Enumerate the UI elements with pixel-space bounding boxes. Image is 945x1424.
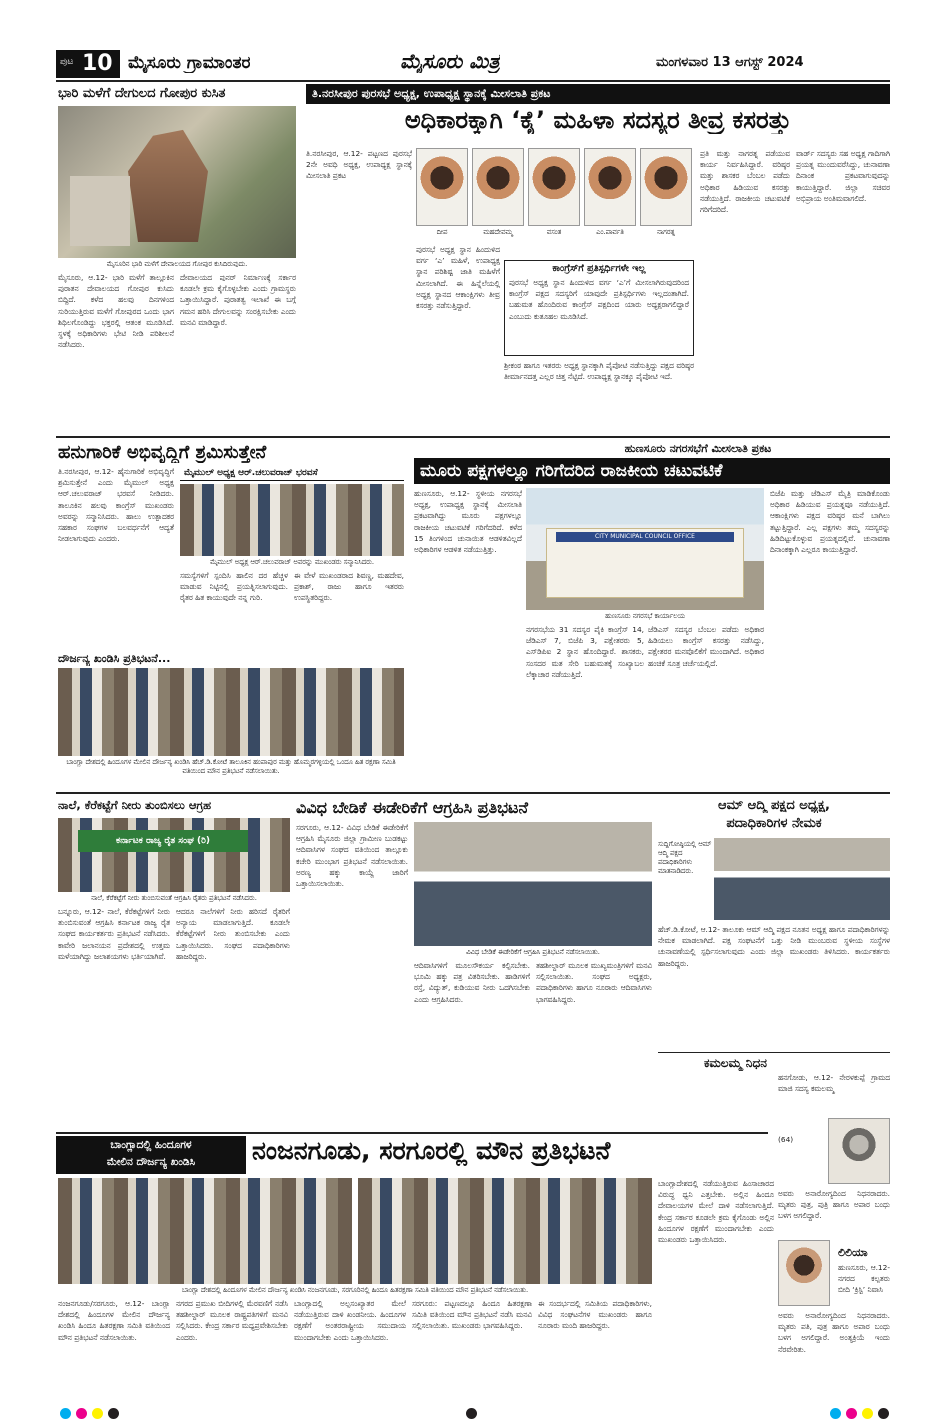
lead-body-start: ತಿ.ನರಸೀಪುರ, ಆ.12- ಪಟ್ಟಣದ ಪುರಸಭೆ 2ನೇ ಅವಧಿ ಅಧ್ಯಕ್ಷ, ಉಪಾಧ್ಯಕ್ಷ ಸ್ಥಾನಕ್ಕೆ ಮೀಸಲಾತಿ ಪ್ರಕಟ bbox=[306, 149, 412, 181]
obit2-body-start: ಹುಣಸೂರು, ಆ.12- ನಗರದ ಕಲ್ಪತರು ಬೀದಿ ‘ಕ್ರಿಸ್ಟಿ’ ನಿವಾಸಿ bbox=[838, 1263, 890, 1295]
aap-side-caption: ಸುದ್ದಿಗೋಷ್ಠಿಯಲ್ಲಿ ಆಮ್ ಆದ್ಮಿ ಪಕ್ಷದ ಪದಾಧಿಕಾರಿಗಳು ಮಾತನಾಡಿದರು. bbox=[658, 840, 712, 875]
demands-body-col2: ಆದಿವಾಸಿಗಳಿಗೆ ಮೂಲಸೌಕರ್ಯ ಕಲ್ಪಿಸಬೇಕು. ಭೂಮಿ ಹಕ್ಕು ಪತ್ರ ವಿತರಿಸಬೇಕು. ಹಾಡಿಗಳಿಗೆ ರಸ್ತೆ, ವಿದ್ಯುತ್, ಕುಡಿಯುವ ನೀರು ಒದಗಿಸಬೇಕು ಎಂದು ಆಗ್ರಹಿಸಿದರು. bbox=[414, 961, 530, 1004]
header-rule bbox=[56, 80, 890, 82]
page-label: ಪುಟ bbox=[60, 57, 74, 67]
silent-photo-2 bbox=[358, 1178, 652, 1284]
horti-photo bbox=[180, 484, 404, 556]
print-footer bbox=[0, 1406, 945, 1424]
reg-mark-black bbox=[108, 1408, 119, 1419]
demands-caption: ವಿವಿಧ ಬೇಡಿಕೆ ಈಡೇರಿಕೆಗೆ ಆಗ್ರಹಿಸಿ ಪ್ರತಿಭಟನೆ ನಡೆಸಲಾಯಿತು. bbox=[466, 948, 600, 956]
reg-mark-yellow bbox=[92, 1408, 103, 1419]
silent-kicker-1: ಬಾಂಗ್ಲಾದಲ್ಲಿ ಹಿಂದೂಗಳ bbox=[110, 1139, 192, 1151]
hunsur-kicker: ಹುಣಸೂರು ನಗರಸಭೆಗೆ ಮೀಸಲಾತಿ ಪ್ರಕಟ bbox=[624, 442, 772, 455]
lead-body-col1 bbox=[306, 148, 412, 430]
masthead: ಮೈಸೂರು ಮಿತ್ರ bbox=[400, 49, 500, 73]
horti-body-col3: ಈ ವೇಳೆ ಮುಖಂಡರಾದ ಶಿವಣ್ಣ, ಮಹದೇವ, ಪ್ರಕಾಶ್, ರಾಜು ಹಾಗೂ ಇತರರು ಉಪಸ್ಥಿತರಿದ್ದರು. bbox=[294, 571, 404, 603]
canal-body-col2: ಆದರೂ ನಾಲೆಗಳಿಗೆ ನೀರು ಹರಿಸದೆ ರೈತರಿಗೆ ಅನ್ಯಾಯ ಮಾಡಲಾಗುತ್ತಿದೆ. ಕೂಡಲೇ ಕೆರೆಕಟ್ಟೆಗಳಿಗೆ ನೀರು ತುಂಬಿಸಬೇಕು ಎಂದು ಒತ್ತಾಯಿಸಿದರು. ಸಂಘದ ಪದಾಧಿಕಾರಿಗಳು ಹಾಜರಿದ್ದರು. bbox=[176, 907, 290, 961]
protest-hd-photo bbox=[58, 668, 404, 756]
portrait-2 bbox=[472, 148, 524, 226]
hunsur-body-col3: ಜೆಡಿಎಸ್ ಸದಸ್ಯರ ಬೆಂಬಲ ಪಡೆದು ಅಧಿಕಾರ ಹಿಡಿಯಲು ಕಾಂಗ್ರೆಸ್ ಕಸರತ್ತು ನಡೆಸಿದ್ದು, ಪಕ್ಷೇತರರ ಮನವೊಲಿಕೆಗೆ ಮುಂದಾಗಿದೆ. ಅಧಿಕಾರ ಹಂಚಿಕೆ ಸೂತ್ರ ಚರ್ಚೆಯಲ್ಲಿದೆ. bbox=[648, 625, 764, 668]
horti-body-col1: ತಿ.ನರಸೀಪುರ, ಆ.12- ಹೈನುಗಾರಿಕೆ ಅಭಿವೃದ್ಧಿಗೆ ಶ್ರಮಿಸುತ್ತೇನೆ ಎಂದು ಮೈಮುಲ್ ಅಧ್ಯಕ್ಷ ಆರ್.ಚಲುವರಾಜ್ ಭರವಸೆ ನೀಡಿದರು. ತಾಲೂಕಿನ ಹಲವು ಕಾಂಗ್ರೆಸ್ ಮುಖಂಡರು ಅವರನ್ನು ಸನ್ಮಾನಿಸಿದರು. ಹಾಲು ಉತ್ಪಾದಕರ ಸಹಕಾರ ಸಂಘಗಳ ಬಲವರ್ಧನೆಗೆ ಆದ್ಯತೆ ನೀಡಲಾಗುವುದು ಎಂದರು. bbox=[58, 467, 174, 544]
silent-headline: ನಂಜನಗೂಡು, ಸರಗೂರಲ್ಲಿ ಮೌನ ಪ್ರತಿಭಟನೆ bbox=[252, 1136, 611, 1165]
section-title: ಮೈಸೂರು ಗ್ರಾಮಾಂತರ bbox=[128, 53, 251, 73]
hunsur-caption: ಹುಣಸೂರು ನಗರಸಭೆ ಕಾರ್ಯಾಲಯ bbox=[605, 612, 685, 620]
obit2-body: ಅವರು ಅನಾರೋಗ್ಯದಿಂದ ನಿಧನರಾದರು. ಮೃತರು ಪತಿ, ಪುತ್ರ ಹಾಗೂ ಅಪಾರ ಬಂಧು ಬಳಗ ಅಗಲಿದ್ದಾರೆ. ಅಂತ್ಯಕ್ರಿಯೆ ಇಂದು ನೆರವೇರಿತು. bbox=[778, 1311, 890, 1354]
page-number-box bbox=[56, 50, 120, 78]
lead-kicker: ತಿ.ನರಸೀಪುರ ಪುರಸಭೆ ಅಧ್ಯಕ್ಷ, ಉಪಾಧ್ಯಕ್ಷ ಸ್ಥಾನಕ್ಕೆ ಮೀಸಲಾತಿ ಪ್ರಕಟ bbox=[306, 84, 890, 104]
reg-mark-right-magenta bbox=[846, 1408, 857, 1419]
portrait-4 bbox=[584, 148, 636, 226]
reg-mark-cyan bbox=[60, 1408, 71, 1419]
protest-hd-headline: ದೌರ್ಜನ್ಯ ಖಂಡಿಸಿ ಪ್ರತಿಭಟನೆ... bbox=[58, 652, 171, 665]
silent-body-col4: ಸರಗೂರು: ಪಟ್ಟಣದಲ್ಲೂ ಹಿಂದೂ ಹಿತರಕ್ಷಣಾ ಸಮಿತಿ ವತಿಯಿಂದ ಮೌನ ಪ್ರತಿಭಟನೆ ನಡೆಸಿ ಮನವಿ ಸಲ್ಲಿಸಲಾಯಿತು. ಮುಖಂಡರು ಭಾಗವಹಿಸಿದ್ದರು. bbox=[412, 1299, 532, 1331]
obit2-photo bbox=[778, 1240, 830, 1306]
lead-body-col5: ವಾರ್ಡ್ ಸದಸ್ಯರು ಸಹ ಅಧ್ಯಕ್ಷ ಗಾದಿಗಾಗಿ ಪ್ರಯತ್ನ ಮುಂದುವರೆಸಿದ್ದು, ಚುನಾವಣಾ ದಿನಾಂಕ ಪ್ರಕಟವಾಗುವುದನ್ನು ಕಾಯುತ್ತಿದ್ದಾರೆ. ಜಿಲ್ಲಾ ಸಚಿವರ ಅಭಿಪ್ರಾಯ ಅಂತಿಮವಾಗಲಿದೆ. bbox=[796, 149, 890, 203]
silent-caption: ಬಾಂಗ್ಲಾ ದೇಶದಲ್ಲಿ ಹಿಂದೂಗಳ ಮೇಲಿನ ದೌರ್ಜನ್ಯ ಖಂಡಿಸಿ ನಂಜನಗೂಡು, ಸರಗೂರಿನಲ್ಲಿ ಹಿಂದೂ ಹಿತರಕ್ಷಣಾ ಸಮಿತಿ ವತಿಯಿಂದ ಮೌನ ಪ್ರತಿಭಟನೆ ನಡೆಸಲಾಯಿತು. bbox=[181, 1286, 529, 1294]
demands-body-col1: ಸರಗೂರು, ಆ.12- ವಿವಿಧ ಬೇಡಿಕೆ ಈಡೇರಿಕೆಗೆ ಆಗ್ರಹಿಸಿ ಮೈಸೂರು ಜಿಲ್ಲಾ ಗ್ರಾಮೀಣ ಬುಡಕಟ್ಟು ಆದಿವಾಸಿಗಳ ಸಂಘದ ವತಿಯಿಂದ ತಾಲ್ಲೂಕು ಕಚೇರಿ ಮುಂಭಾಗ ಪ್ರತಿಭಟನೆ ನಡೆಸಲಾಯಿತು. ಅರಣ್ಯ ಹಕ್ಕು ಕಾಯ್ದೆ ಜಾರಿಗೆ ಒತ್ತಾಯಿಸಲಾಯಿತು. bbox=[296, 823, 408, 889]
obit1-body-start: ಹನಗೋಡು, ಆ.12- ನೇರಳಕುಪ್ಪೆ ಗ್ರಾಮದ ಮಾಜಿ ಸದಸ್ಯ ಕಮಲಮ್ಮ bbox=[778, 1073, 890, 1094]
hunsur-body-col4: ಬಿಜೆಪಿ ಮತ್ತು ಜೆಡಿಎಸ್ ಮೈತ್ರಿ ಮಾಡಿಕೊಂಡು ಅಧಿಕಾರ ಹಿಡಿಯುವ ಪ್ರಯತ್ನವೂ ನಡೆಯುತ್ತಿದೆ. ಆಕಾಂಕ್ಷಿಗಳು ಪಕ್ಷದ ವರಿಷ್ಠರ ಮನೆ ಬಾಗಿಲು ತಟ್ಟುತ್ತಿದ್ದಾರೆ. ಎಲ್ಲ ಪಕ್ಷಗಳು ತಮ್ಮ ಸದಸ್ಯರನ್ನು ಹಿಡಿದಿಟ್ಟುಕೊಳ್ಳುವ ಪ್ರಯತ್ನದಲ್ಲಿವೆ. ಚುನಾವಣಾ ದಿನಾಂಕಕ್ಕಾಗಿ ಎಲ್ಲರೂ ಕಾಯುತ್ತಿದ್ದಾರೆ. bbox=[770, 489, 890, 555]
reg-mark-right-yellow bbox=[862, 1408, 873, 1419]
obit2-name: ಲಿಲಿಯಾ bbox=[838, 1246, 868, 1259]
portrait-name-1: ದೀಪ bbox=[436, 228, 448, 236]
silent-body-col2: ನಗರದ ಪ್ರಮುಖ ಬೀದಿಗಳಲ್ಲಿ ಮೆರವಣಿಗೆ ನಡೆಸಿ ತಹಶೀಲ್ದಾರ್ ಮೂಲಕ ರಾಷ್ಟ್ರಪತಿಗಳಿಗೆ ಮನವಿ ಸಲ್ಲಿಸಿದರು. ಕೇಂದ್ರ ಸರ್ಕಾರ ಮಧ್ಯಪ್ರವೇಶಿಸಬೇಕು ಎಂದರು. bbox=[176, 1299, 288, 1342]
silent-kicker-2: ಮೇಲಿನ ದೌರ್ಜನ್ಯ ಖಂಡಿಸಿ bbox=[106, 1156, 196, 1168]
lead-infobox bbox=[504, 260, 694, 356]
canal-caption: ನಾಲೆ, ಕೆರೆಕಟ್ಟೆಗೆ ನೀರು ತುಂಬಿಸುವಂತೆ ಆಗ್ರಹಿಸಿ ರೈತರು ಪ್ರತಿಭಟನೆ ನಡೆಸಿದರು. bbox=[91, 894, 257, 902]
silent-body-col3: ಬಾಂಗ್ಲಾದಲ್ಲಿ ಅಲ್ಪಸಂಖ್ಯಾತರ ಮೇಲೆ ನಡೆಯುತ್ತಿರುವ ದಾಳಿ ಖಂಡನೀಯ. ಹಿಂದೂಗಳ ರಕ್ಷಣೆಗೆ ಅಂತರರಾಷ್ಟ್ರೀಯ ಸಮುದಾಯ ಮುಂದಾಗಬೇಕು ಎಂದು ಒತ್ತಾಯಿಸಿದರು. bbox=[294, 1299, 406, 1342]
portrait-name-2: ಮಹದೇವಮ್ಮ bbox=[483, 228, 513, 236]
temple-headline: ಭಾರಿ ಮಳೆಗೆ ದೇಗುಲದ ಗೋಪುರ ಕುಸಿತ bbox=[58, 86, 226, 101]
row2-rule bbox=[56, 792, 890, 794]
reg-mark-magenta bbox=[76, 1408, 87, 1419]
temple-photo bbox=[58, 106, 296, 258]
portrait-1 bbox=[416, 148, 468, 226]
silent-kicker-box bbox=[56, 1136, 246, 1174]
portrait-name-5: ನಾಗರತ್ನ bbox=[657, 228, 675, 236]
infobox-body: ಪುರಸಭೆ ಅಧ್ಯಕ್ಷ ಸ್ಥಾನ ಹಿಂದುಳಿದ ವರ್ಗ ‘ಎ’ಗೆ ಮೀಸಲಾಗಿರುವುದರಿಂದ ಕಾಂಗ್ರೆಸ್ ಪಕ್ಷದ ಸದಸ್ಯರಿಗೆ ಯಾವುದೇ ಪ್ರತಿಸ್ಪರ್ಧಿಗಳು ಇಲ್ಲದಂತಾಗಿದೆ. ಬಹುಮತ ಹೊಂದಿರುವ ಕಾಂಗ್ರೆಸ್ ಪಕ್ಷದಿಂದ ಯಾರು ಅಧ್ಯಕ್ಷರಾಗಲಿದ್ದಾರೆ ಎಂಬುದು ಕುತೂಹಲ ಮೂಡಿಸಿದೆ. bbox=[509, 278, 689, 321]
silent-body-col1: ನಂಜನಗೂಡು/ಸರಗೂರು, ಆ.12- ಬಾಂಗ್ಲಾ ದೇಶದಲ್ಲಿ ಹಿಂದೂಗಳ ಮೇಲಿನ ದೌರ್ಜನ್ಯ ಖಂಡಿಸಿ ಹಿಂದೂ ಹಿತರಕ್ಷಣಾ ಸಮಿತಿ ವತಿಯಿಂದ ಮೌನ ಪ್ರತಿಭಟನೆ ನಡೆಸಲಾಯಿತು. bbox=[58, 1299, 170, 1342]
protest-hd-caption: ಬಾಂಗ್ಲಾ ದೇಶದಲ್ಲಿ ಹಿಂದೂಗಳ ಮೇಲಿನ ದೌರ್ಜನ್ಯ ಖಂಡಿಸಿ ಹೆಚ್.ಡಿ.ಕೋಟೆ ತಾಲೂಕಿನ ಹಂಪಾಪುರ ಮತ್ತು ಹೊಮ್ಮರಗಳ್ಳಿಯಲ್ಲಿ ಒಂದೂ ಹಿತ ರಕ್ಷಣಾ ಸಮಿತಿ ವತಿಯಿಂದ ಮೌನ ಪ್ರತಿಭಟನೆ ನಡೆಸಲಾಯಿತು. bbox=[66, 758, 396, 775]
portrait-name-3: ವಸಂತ bbox=[546, 228, 562, 236]
infobox-title: ಕಾಂಗ್ರೆಸ್‌ಗೆ ಪ್ರತಿಸ್ಪರ್ಧಿಗಳೇ ಇಲ್ಲ bbox=[552, 263, 646, 274]
obit1-photo bbox=[828, 1118, 890, 1184]
temple-body-col2: ದೇವಾಲಯದ ಪುನರ್ ನಿರ್ಮಾಣಕ್ಕೆ ಸರ್ಕಾರ ಕೂಡಲೇ ಕ್ರಮ ಕೈಗೊಳ್ಳಬೇಕು ಎಂದು ಗ್ರಾಮಸ್ಥರು ಒತ್ತಾಯಿಸಿದ್ದಾರೆ. ಪುರಾತತ್ವ ಇಲಾಖೆ ಈ ಬಗ್ಗೆ ಗಮನ ಹರಿಸಿ ದೇಗುಲವನ್ನು ಸಂರಕ್ಷಿಸಬೇಕು ಎಂದು ಮನವಿ ಮಾಡಿದ್ದಾರೆ. bbox=[180, 273, 296, 327]
lead-body-col4: ಪ್ರತಿ ಮತ್ತು ನಾಗರತ್ನ ಪಡೆಯುವ ಕಾರ್ಯ ನಿರ್ವಹಿಸಿದ್ದಾರೆ. ವರಿಷ್ಠರ ಮತ್ತು ಶಾಸಕರ ಬೆಂಬಲ ಪಡೆದು ಅಧಿಕಾರ ಹಿಡಿಯುವ ಕಸರತ್ತು ನಡೆಯುತ್ತಿದೆ. ರಾಜಕೀಯ ಚಟುವಟಿಕೆ ಗರಿಗೆದರಿದೆ. bbox=[700, 149, 790, 215]
lead-body-col2: ಪುರಸಭೆ ಅಧ್ಯಕ್ಷ ಸ್ಥಾನ ಹಿಂದುಳಿದ ವರ್ಗ ‘ಎ’ ಮಹಿಳೆ, ಉಪಾಧ್ಯಕ್ಷ ಸ್ಥಾನ ಪರಿಶಿಷ್ಟ ಜಾತಿ ಮಹಿಳೆಗೆ ಮೀಸಲಾಗಿದೆ. ಈ ಹಿನ್ನೆಲೆಯಲ್ಲಿ ಅಧ್ಯಕ್ಷ ಸ್ಥಾನದ ಆಕಾಂಕ್ಷಿಗಳು ತೀವ್ರ ಕಸರತ್ತು ನಡೆಸುತ್ತಿದ್ದಾರೆ. bbox=[416, 245, 500, 311]
page-number: 10 bbox=[82, 51, 113, 76]
portrait-name-4: ಎಂ.ಪಾರ್ವತಿ bbox=[596, 228, 624, 236]
canal-photo bbox=[58, 818, 290, 892]
horti-caption: ಮೈಮುಲ್ ಅಧ್ಯಕ್ಷ ಆರ್.ಚಲುವರಾಜ್ ಅವರನ್ನು ಮುಖಂಡರು ಸನ್ಮಾನಿಸಿದರು. bbox=[209, 558, 375, 566]
obit1-body: ಅವರು ಅನಾರೋಗ್ಯದಿಂದ ನಿಧನರಾದರು. ಮೃತರು ಪುತ್ರ, ಪುತ್ರಿ ಹಾಗೂ ಅಪಾರ ಬಂಧು ಬಳಗ ಅಗಲಿದ್ದಾರೆ. bbox=[778, 1189, 890, 1221]
temple-body-col1: ಮೈಸೂರು, ಆ.12- ಭಾರಿ ಮಳೆಗೆ ತಾಲ್ಲೂಕಿನ ಪುರಾತನ ದೇವಾಲಯದ ಗೋಪುರ ಕುಸಿದು ಬಿದ್ದಿದೆ. ಕಳೆದ ಹಲವು ದಿನಗಳಿಂದ ಸುರಿಯುತ್ತಿರುವ ಮಳೆಗೆ ಗೋಪುರದ ಒಂದು ಭಾಗ ಶಿಥಿಲಗೊಂಡಿದ್ದು ಭಕ್ತರಲ್ಲಿ ಆತಂಕ ಮೂಡಿಸಿದೆ. ಸ್ಥಳಕ್ಕೆ ಅಧಿಕಾರಿಗಳು ಭೇಟಿ ನೀಡಿ ಪರಿಶೀಲನೆ ನಡೆಸಿದರು. bbox=[58, 273, 174, 350]
demands-headline: ವಿವಿಧ ಬೇಡಿಕೆ ಈಡೇರಿಕೆಗೆ ಆಗ್ರಹಿಸಿ ಪ್ರತಿಭಟನೆ bbox=[296, 798, 528, 817]
hunsur-sign: CITY MUNICIPAL COUNCIL OFFICE bbox=[556, 532, 734, 542]
silent-body-col5: ಈ ಸಂದರ್ಭದಲ್ಲಿ ಸಮಿತಿಯ ಪದಾಧಿಕಾರಿಗಳು, ವಿವಿಧ ಸಂಘಟನೆಗಳ ಮುಖಂಡರು ಹಾಗೂ ನೂರಾರು ಮಂದಿ ಹಾಜರಿದ್ದರು. bbox=[538, 1299, 652, 1331]
aap-rule bbox=[658, 1052, 890, 1053]
obit1-age: (64) bbox=[778, 1135, 794, 1144]
lead-body-col3: ಶ್ರೀಕಂಠ ಹಾಗೂ ಇತರರು ಅಧ್ಯಕ್ಷ ಸ್ಥಾನಕ್ಕಾಗಿ ಪೈಪೋಟಿ ನಡೆಸುತ್ತಿದ್ದು ಪಕ್ಷದ ವರಿಷ್ಠರ ತೀರ್ಮಾನದತ್ತ ಎಲ್ಲರ ಚಿತ್ತ ನೆಟ್ಟಿದೆ. ಉಪಾಧ್ಯಕ್ಷ ಸ್ಥಾನಕ್ಕೂ ಪೈಪೋಟಿ ಇದೆ. bbox=[504, 361, 694, 382]
silent-body-col6: ಬಾಂಗ್ಲಾದೇಶದಲ್ಲಿ ನಡೆಯುತ್ತಿರುವ ಹಿಂಸಾಚಾರದ ವಿರುದ್ಧ ಧ್ವನಿ ಎತ್ತಬೇಕು. ಅಲ್ಲಿನ ಹಿಂದೂ ದೇವಾಲಯಗಳ ಮೇಲೆ ದಾಳಿ ನಡೆಸಲಾಗುತ್ತಿದೆ. ಕೇಂದ್ರ ಸರ್ಕಾರ ಕೂಡಲೇ ಕ್ರಮ ಕೈಗೊಂಡು ಅಲ್ಲಿನ ಹಿಂದೂಗಳ ರಕ್ಷಣೆಗೆ ಮುಂದಾಗಬೇಕು ಎಂದು ಮುಖಂಡರು ಒತ್ತಾಯಿಸಿದರು. bbox=[658, 1179, 774, 1245]
horti-subhead: ಮೈಮುಲ್ ಅಧ್ಯಕ್ಷ ಆರ್.ಚಲುವರಾಜ್ ಭರವಸೆ bbox=[180, 466, 404, 481]
hunsur-headline: ಮೂರು ಪಕ್ಷಗಳಲ್ಲೂ ಗರಿಗೆದರಿದ ರಾಜಕೀಯ ಚಟುವಟಿಕೆ bbox=[420, 461, 723, 481]
hunsur-headline-bar bbox=[414, 458, 890, 484]
horti-headline: ಹನುಗಾರಿಕೆ ಅಭಿವೃದ್ಧಿಗೆ ಶ್ರಮಿಸುತ್ತೇನೆ bbox=[58, 442, 267, 463]
demands-photo bbox=[414, 822, 652, 946]
issue-date: ಮಂಗಳವಾರ 13 ಆಗಸ್ಟ್ 2024 bbox=[656, 55, 804, 70]
canal-body-col1: ಬನ್ನೂರು, ಆ.12- ನಾಲೆ, ಕೆರೆಕಟ್ಟೆಗಳಿಗೆ ನೀರು ತುಂಬಿಸುವಂತೆ ಆಗ್ರಹಿಸಿ ಕರ್ನಾಟಕ ರಾಜ್ಯ ರೈತ ಸಂಘದ ಕಾರ್ಯಕರ್ತರು ಪ್ರತಿಭಟನೆ ನಡೆಸಿದರು. ಕಾವೇರಿ ಜಲಾನಯನ ಪ್ರದೇಶದಲ್ಲಿ ಉತ್ತಮ ಮಳೆಯಾಗಿದ್ದು ಜಲಾಶಯಗಳು ಭರ್ತಿಯಾಗಿವೆ. bbox=[58, 907, 170, 961]
hunsur-photo bbox=[526, 488, 764, 610]
row1-rule bbox=[56, 436, 890, 438]
portrait-5 bbox=[640, 148, 692, 226]
reg-mark-right-cyan bbox=[830, 1408, 841, 1419]
canal-banner: ಕರ್ನಾಟಕ ರಾಜ್ಯ ರೈತ ಸಂಘ (ರಿ) bbox=[78, 830, 248, 852]
demands-body-col3: ತಹಶೀಲ್ದಾರ್ ಮೂಲಕ ಮುಖ್ಯಮಂತ್ರಿಗಳಿಗೆ ಮನವಿ ಸಲ್ಲಿಸಲಾಯಿತು. ಸಂಘದ ಅಧ್ಯಕ್ಷರು, ಪದಾಧಿಕಾರಿಗಳು ಹಾಗೂ ನೂರಾರು ಆದಿವಾಸಿಗಳು ಭಾಗವಹಿಸಿದ್ದರು. bbox=[536, 961, 652, 1004]
aap-photo bbox=[714, 838, 890, 920]
reg-mark-center bbox=[466, 1408, 477, 1419]
lead-portraits bbox=[416, 148, 694, 258]
horti-body-col2: ಸಮಸ್ಯೆಗಳಿಗೆ ಸ್ಪಂದಿಸಿ ಹಾಲಿನ ದರ ಹೆಚ್ಚಳ ಮಾಡುವ ನಿಟ್ಟಿನಲ್ಲಿ ಪ್ರಯತ್ನಿಸಲಾಗುವುದು. ರೈತರ ಹಿತ ಕಾಯುವುದೇ ನನ್ನ ಗುರಿ. bbox=[180, 571, 288, 603]
lead-headline: ಅಧಿಕಾರಕ್ಕಾಗಿ ‘ಕೈ’ ಮಹಿಳಾ ಸದಸ್ಯರ ತೀವ್ರ ಕಸರತ್ತು bbox=[404, 106, 792, 134]
hunsur-body-col1: ಹುಣಸೂರು, ಆ.12- ಸ್ಥಳೀಯ ನಗರಸಭೆ ಅಧ್ಯಕ್ಷ, ಉಪಾಧ್ಯಕ್ಷ ಸ್ಥಾನಕ್ಕೆ ಮೀಸಲಾತಿ ಪ್ರಕಟವಾಗಿದ್ದು ಮೂರು ಪಕ್ಷಗಳಲ್ಲೂ ರಾಜಕೀಯ ಚಟುವಟಿಕೆ ಗರಿಗೆದರಿದೆ. ಕಳೆದ 15 ತಿಂಗಳಿಂದ ಚುನಾಯಿತ ಆಡಳಿತವಿಲ್ಲದೆ ಅಧಿಕಾರಿಗಳ ಆಡಳಿತ ನಡೆಯುತ್ತಿತ್ತು. bbox=[414, 489, 522, 555]
portrait-3 bbox=[528, 148, 580, 226]
reg-mark-right-black bbox=[878, 1408, 889, 1419]
obit1-headline: ಕಮಲಮ್ಮ ನಿಧನ bbox=[704, 1056, 767, 1070]
aap-headline-2: ಪದಾಧಿಕಾರಿಗಳ ನೇಮಕ bbox=[726, 816, 822, 831]
aap-headline-1: ಆಮ್ ಆದ್ಮಿ ಪಕ್ಷದ ಅಧ್ಯಕ್ಷ, bbox=[718, 798, 830, 813]
canal-headline: ನಾಲೆ, ಕೆರೆಕಟ್ಟೆಗೆ ನೀರು ತುಂಬಿಸಲು ಆಗ್ರಹ bbox=[58, 798, 212, 812]
aap-body: ಹೆಚ್.ಡಿ.ಕೋಟೆ, ಆ.12- ತಾಲೂಕು ಆಮ್ ಆದ್ಮಿ ಪಕ್ಷದ ನೂತನ ಅಧ್ಯಕ್ಷ ಹಾಗೂ ಪದಾಧಿಕಾರಿಗಳನ್ನು ನೇಮಕ ಮಾಡಲಾಗಿದೆ. ಪಕ್ಷ ಸಂಘಟನೆಗೆ ಒತ್ತು ನೀಡಿ ಮುಂಬರುವ ಸ್ಥಳೀಯ ಸಂಸ್ಥೆಗಳ ಚುನಾವಣೆಯಲ್ಲಿ ಸ್ಪರ್ಧಿಸಲಾಗುವುದು ಎಂದು ಜಿಲ್ಲಾ ಮುಖಂಡರು ತಿಳಿಸಿದರು. ಕಾರ್ಯಕರ್ತರು ಹಾಜರಿದ್ದರು. bbox=[658, 925, 890, 968]
row3-rule bbox=[56, 1132, 768, 1134]
temple-caption: ಮೈಸೂರಿನ ಭಾರಿ ಮಳೆಗೆ ದೇವಾಲಯದ ಗೋಪುರ ಕುಸಿದಿರುವುದು. bbox=[106, 260, 248, 268]
hunsur-body-col2: ನಗರಸಭೆಯ 31 ಸದಸ್ಯರ ಪೈಕಿ ಕಾಂಗ್ರೆಸ್ 14, ಜೆಡಿಎಸ್ 7, ಬಿಜೆಪಿ 3, ಪಕ್ಷೇತರರು 5, ಎಸ್‌ಡಿಪಿಐ 2 ಸ್ಥಾನ ಹೊಂದಿದ್ದಾರೆ. ಶಾಸಕರು, ಸಂಸದರ ಮತ ಸೇರಿ ಬಹುಮತಕ್ಕೆ ಸಂಖ್ಯಾಬಲ ಲೆಕ್ಕಾಚಾರ ನಡೆಯುತ್ತಿದೆ. bbox=[526, 625, 644, 679]
silent-photo-1 bbox=[58, 1178, 352, 1284]
